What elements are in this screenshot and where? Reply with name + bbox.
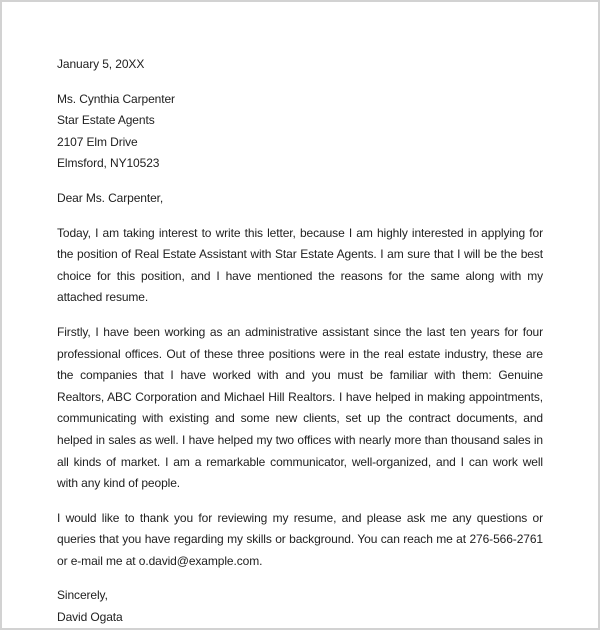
body-paragraph-1: Today, I am taking interest to write this letter, because I am highly interested in applying for the position of Real Estate Assistant with Star Estate Agents. I am sure that I will be the best choice for this position, and I have mentioned the reasons for the same along with my attached resume.: [57, 225, 543, 305]
signature-block: [57, 585, 543, 628]
recipient-address: [57, 89, 543, 175]
body-paragraph-2: Firstly, I have been working as an administrative assistant since the last ten years for four professional offices. Out of these three positions were in the real estate industry, these are the companies that I have worked with and you must be familiar with them: Genuine Realtors, ABC Corporation and Michael Hill Realtors. I have helped in making appointments, communicating with existing and some new clients, set up the contract documents, and helped in sales as well. I have helped my two offices with nearly more than thousand sales in all kinds of market. I am a remarkable communicator, well-organized, and I can work well with any kind of people.: [57, 324, 543, 491]
body-paragraph-3: I would like to thank you for reviewing my resume, and please ask me any questions or queries that you have regarding my skills or background. You can reach me at 276-566-2761 or e-mail me at o.david@example.com.: [57, 510, 543, 568]
letter-date: January 5, 20XX: [57, 57, 145, 71]
closing-word: Sincerely,: [57, 588, 108, 603]
recipient-name: Ms. Cynthia Carpenter: [57, 91, 175, 106]
recipient-company: Star Estate Agents: [57, 113, 155, 128]
signature-name: David Ogata: [57, 610, 123, 625]
recipient-street: 2107 Elm Drive: [57, 134, 138, 149]
salutation: Dear Ms. Carpenter,: [57, 190, 164, 205]
recipient-city-state-zip: Elmsford, NY10523: [57, 156, 160, 171]
